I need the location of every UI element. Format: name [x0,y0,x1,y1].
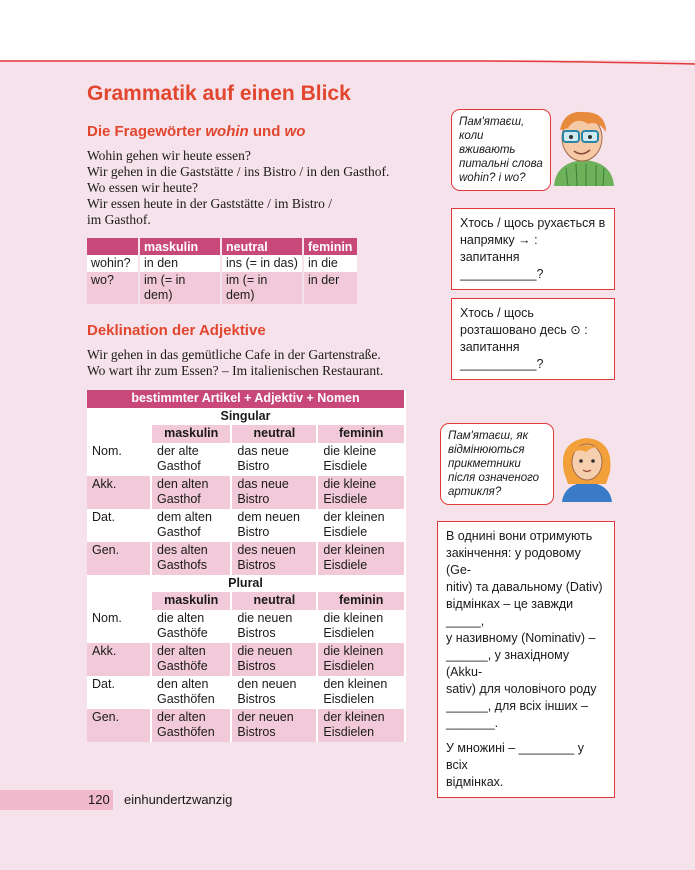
page-number-word: einhundertzwanzig [124,792,233,807]
section2-text: Wir gehen in das gemütliche Cafe in der Gartenstraße. Wo wart ihr zum Essen? – Im italienischen Restaurant. [87,347,384,378]
section2-heading: Deklination der Adjektive [87,322,266,339]
rule-box-direction: Хтось / щось рухається в напрямку → : запитання ___________? [451,208,615,290]
question-words-table: maskulin neutral feminin wohin? in den ins (= in das) in die wo? im (= in dem) im (= in dem) in der [87,238,359,304]
section1-text: Wohin gehen wir heute essen? Wir gehen in die Gaststätte / ins Bistro / in den Gasthof. Wo essen wir heute? Wir essen heute in der Gaststätte / im Bistro / im Gasthof. [87,148,390,227]
reminder-bubble-question-words: Пам'ятаєш, коли вживають питальні слова wohin? і wo? [451,109,551,191]
table-row: Dat. dem alten Gasthof dem neuen Bistro der kleinen Eisdiele [87,509,405,542]
table-row: wo? im (= in dem) im (= in dem) in der [87,272,358,304]
page-number: 120 [88,792,110,807]
rule-box-location: Хтось / щось розташовано десь ⊙ : запитання ___________? [451,298,615,380]
table-row: wohin? in den ins (= in das) in die [87,255,358,272]
page-title: Grammatik auf einen Blick [87,82,351,105]
adjective-declension-table: bestimmter Artikel + Adjektiv + Nomen Singular maskulin neutral feminin Nom. der alte Gasthof das neue Bistro die kleine Eisdiele Akk. den alten Gasthof das neue Bistro die kleine Eisdiele Dat. dem alten Gasthof dem neuen Bistro der kleinen Eisdiele Gen. des alten Gasthofs des neuen Bistros der kleinen Eisdiele Plural maskulin neutral feminin Nom. die alten Gasthöfe die neuen Bistros die kleinen Eisdielen Akk. der alten Gasthöfe die neuen Bistros die kleinen Eisdielen Dat. den alten Gasthöfen den neuen Bistros den kleinen Eisdielen Gen. der alten Gasthöfen der neuen Bistros der kleinen Eisdielen [87,390,406,742]
girl-illustration [556,432,618,502]
table-row: Gen. der alten Gasthöfen der neuen Bistros der kleinen Eisdielen [87,709,405,742]
table-row: Akk. den alten Gasthof das neue Bistro die kleine Eisdiele [87,476,405,509]
top-divider [0,58,695,66]
table-row: Akk. der alten Gasthöfe die neuen Bistros die kleinen Eisdielen [87,643,405,676]
boy-illustration [548,108,620,186]
section1-heading: Die Fragewörter wohin und wo [87,123,306,140]
table-row: Gen. des alten Gasthofs des neuen Bistros der kleinen Eisdiele [87,542,405,575]
table-row: Dat. den alten Gasthöfen den neuen Bistros den kleinen Eisdielen [87,676,405,709]
reminder-bubble-adjectives: Пам'ятаєш, як відмінюються прикметники після означеного артикля? [440,423,554,505]
page-top [0,0,695,60]
rule-box-endings: В однині вони отримують закінчення: у родовому (Ge- nitiv) та давальному (Dativ) відмінках – це завжди _____, у називному (Nominativ) – ______, у знахідному (Akku- sativ) для чоловічого роду ______, для всіх інших – _______. У множині – ________ у всіх відмінках. [437,521,615,798]
table-row: Nom. die alten Gasthöfe die neuen Bistros die kleinen Eisdielen [87,610,405,643]
table-row: Nom. der alte Gasthof das neue Bistro die kleine Eisdiele [87,443,405,476]
